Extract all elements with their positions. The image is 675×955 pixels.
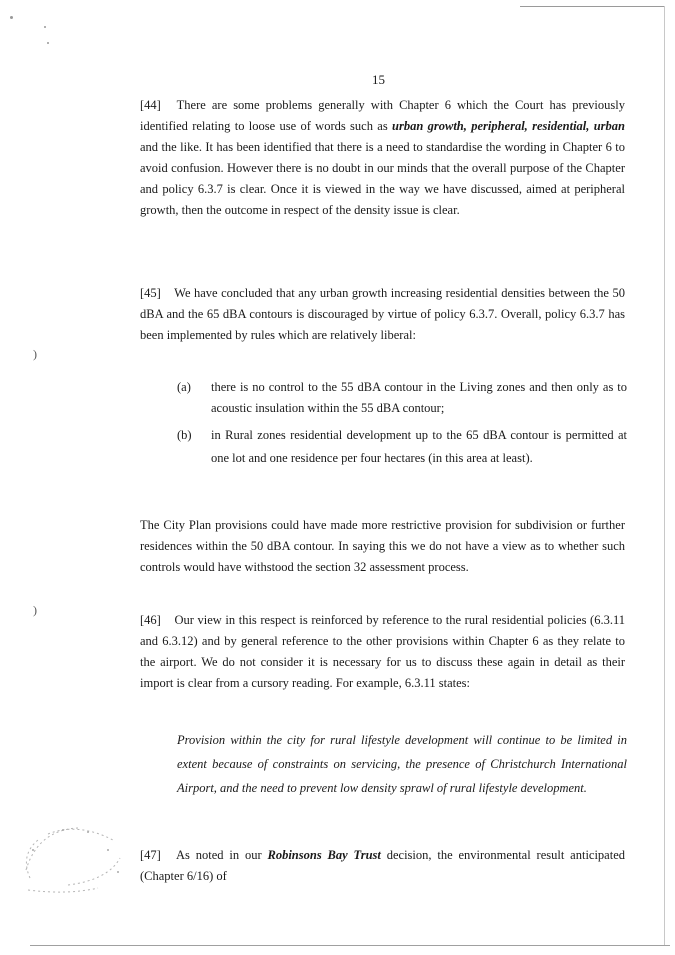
paragraph-46 — [140, 610, 625, 694]
scan-speck — [47, 42, 49, 44]
scan-edge-top — [520, 6, 665, 7]
scan-speck — [44, 26, 46, 28]
paragraph-45 — [140, 283, 625, 346]
block-quote: Provision within the city for rural lifestyle development will continue to be limited in extent because of constraints on servicing, the presence of Christchurch International Airport, and the need to prevent low density sprawl of rural lifestyle development. — [177, 733, 627, 795]
paragraph-text: As noted in our — [176, 848, 268, 862]
scan-edge-right — [664, 6, 665, 946]
paragraph-45-continuation — [140, 515, 625, 578]
paragraph-number: [44] — [140, 98, 161, 112]
paragraph-text: There are some problems generally with Chapter 6 which the Court has previously identified relating to loose use of words such as — [140, 98, 625, 133]
paragraph-47 — [140, 845, 625, 887]
paragraph-text: decision, the environmental result anticipated (Chapter 6/16) of — [140, 848, 626, 883]
scan-edge-bottom — [30, 945, 670, 946]
faded-stamp-mark — [8, 810, 128, 895]
paragraph-number: [46] — [140, 613, 161, 627]
paragraph-text: and the like. It has been identified that there is a need to standardise the wording in Chapter 6 to avoid confusion. However there is no doubt in our minds that the overall purpose of the Chapter and policy 6.3.7 is clear. Once it is viewed in the way we have discussed, aimed at peripheral growth, then the outcome in respect of the density issue is clear. — [140, 140, 625, 217]
paragraph-text: Our view in this respect is reinforced by reference to the rural residential policies (6.3.11 and 6.3.12) and by general reference to the other provisions within Chapter 6 as they relate to the airport. We do not consider it is necessary for us to discuss these again in detail as their import is clear from a cursory reading. For example, 6.3.11 states: — [140, 613, 625, 690]
margin-mark: ) — [33, 603, 37, 617]
paragraph-number: [47] — [140, 848, 161, 862]
list-label: (b) — [177, 428, 192, 442]
margin-mark: ) — [33, 347, 37, 361]
list-label: (a) — [177, 380, 191, 394]
paragraph-text: The City Plan provisions could have made more restrictive provision for subdivision or further residences within the 50 dBA contour. In saying this we do not have a view as to whether such controls would have withstood the section 32 assessment process. — [140, 518, 625, 574]
case-name: Robinsons Bay Trust — [267, 848, 381, 862]
paragraph-44 — [140, 95, 625, 221]
page-number: 15 — [372, 72, 385, 87]
list-text: there is no control to the 55 dBA contour in the Living zones and then only as to acoustic insulation within the 55 dBA contour; — [211, 380, 627, 415]
scan-speck — [10, 16, 13, 19]
list-text: in Rural zones residential development up to the 65 dBA contour is permitted at one lot and one residence per four hectares (in this area at least). — [211, 428, 627, 465]
emphasis-terms: urban growth, peripheral, residential, urban — [392, 119, 625, 133]
list-item-a — [177, 377, 627, 419]
list-item-b — [177, 424, 627, 470]
paragraph-number: [45] — [140, 286, 161, 300]
paragraph-text: We have concluded that any urban growth increasing residential densities between the 50 dBA and the 65 dBA contours is discouraged by virtue of policy 6.3.7. Overall, policy 6.3.7 has been implemented by rules which are relatively liberal: — [140, 286, 625, 342]
